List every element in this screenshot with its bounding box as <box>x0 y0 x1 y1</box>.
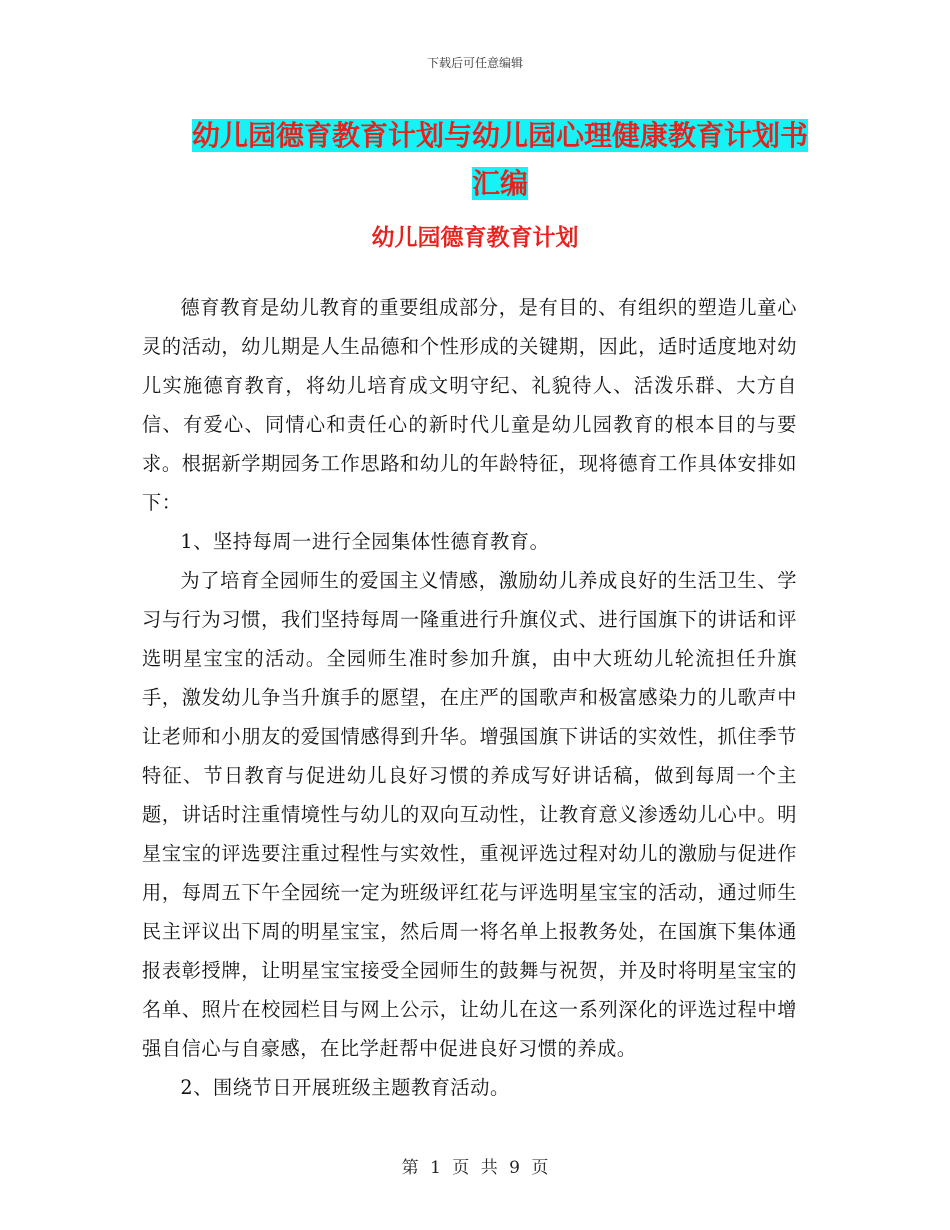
document-title-text: 幼儿园德育教育计划与幼儿园心理健康教育计划书汇编 <box>191 119 808 200</box>
paragraph-item-1-heading: 1、坚持每周一进行全园集体性德育教育。 <box>180 530 550 553</box>
section-title: 幼儿园德育教育计划 <box>371 225 579 251</box>
header-note: 下载后可任意编辑 <box>426 56 523 70</box>
paragraph-item-1-body: 为了培育全园师生的爱国主义情感，激励幼儿养成良好的生活卫生、学习与行为习惯，我们坚持每周一隆重进行升旗仪式、进行国旗下的讲话和评选明星宝宝的活动。全园师生准时参加升旗，由中大班幼儿轮流担任升旗手，激发幼儿争当升旗手的愿望，在庄严的国歌声和极富感染力的儿歌声中让老师和小朋友的爱国情感得到升华。增强国旗下讲话的实效性，抓住季节特征、节日教育与促进幼儿良好习惯的养成写好讲话稿，做到每周一个主题，讲话时注重情境性与幼儿的双向互动性，让教育意义渗透幼儿心中。明星宝宝的评选要注重过程性与实效性，重视评选过程对幼儿的激励与促进作用，每周五下午全园统一定为班级评红花与评选明星宝宝的活动，通过师生民主评议出下周的明星宝宝，然后周一将名单上报教务处，在国旗下集体通报表彰授牌，让明星宝宝接受全园师生的鼓舞与祝贺，并及时将明星宝宝的名单、照片在校园栏目与网上公示，让幼儿在这一系列深化的评选过程中增强自信心与自豪感，在比学赶帮中促进良好习惯的养成。 <box>142 569 797 1060</box>
paragraph-intro: 德育教育是幼儿教育的重要组成部分，是有目的、有组织的塑造儿童心灵的活动，幼儿期是人生品德和个性形成的关键期，因此，适时适度地对幼儿实施德育教育，将幼儿培育成文明守纪、礼貌待人、活泼乐群、大方自信、有爱心、同情心和责任心的新时代儿童是幼儿园教育的根本目的与要求。根据新学期园务工作思路和幼儿的年龄特征，现将德育工作具体安排如下： <box>142 296 797 514</box>
document-body <box>142 288 797 1107</box>
document-title <box>190 112 810 208</box>
paragraph-item-2-heading: 2、围绕节日开展班级主题教育活动。 <box>180 1076 510 1099</box>
page-footer: 第 1 页 共 9 页 <box>401 1158 549 1178</box>
